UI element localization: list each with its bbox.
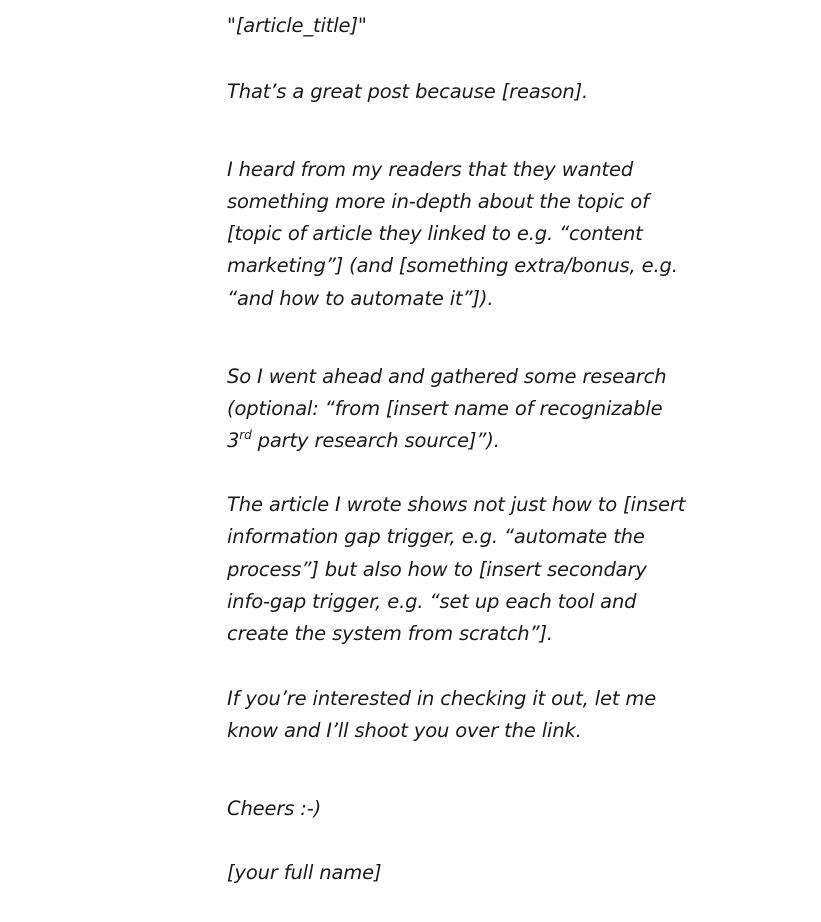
ordinal-suffix: rd (239, 428, 252, 443)
text-line: “and how to automate it”]). (227, 287, 494, 310)
text-line: create the system from scratch”]. (227, 622, 553, 645)
text-line: If you’re interested in checking it out, let me (227, 687, 657, 710)
text-line: So I went ahead and gathered some research (227, 365, 667, 388)
text-line: I heard from my readers that they wanted (227, 158, 634, 181)
text-line: That’s a great post because [reason]. (227, 80, 589, 103)
text-line: marketing”] (and [something extra/bonus, e.g. (227, 254, 678, 277)
text-line-with-superscript (227, 425, 500, 457)
signoff-line: Cheers :-) (227, 797, 322, 820)
text-line: info-gap trigger, e.g. “set up each tool and (227, 590, 637, 613)
text-line: process”] but also how to [insert secondary (227, 558, 647, 581)
text-line: The article I wrote shows not just how to [insert (227, 493, 686, 516)
article-title-line: "[article_title]" (227, 14, 367, 37)
signature-line: [your full name] (227, 861, 382, 884)
text-line: (optional: “from [insert name of recognizable (227, 397, 663, 420)
text-line: [topic of article they linked to e.g. “content (227, 222, 643, 245)
text-fragment: party research source]”). (251, 429, 500, 452)
text-line: something more in-depth about the topic of (227, 190, 649, 213)
text-line: know and I’ll shoot you over the link. (227, 719, 582, 742)
text-line: information gap trigger, e.g. “automate the (227, 525, 645, 548)
ordinal-number: 3 (227, 429, 240, 452)
